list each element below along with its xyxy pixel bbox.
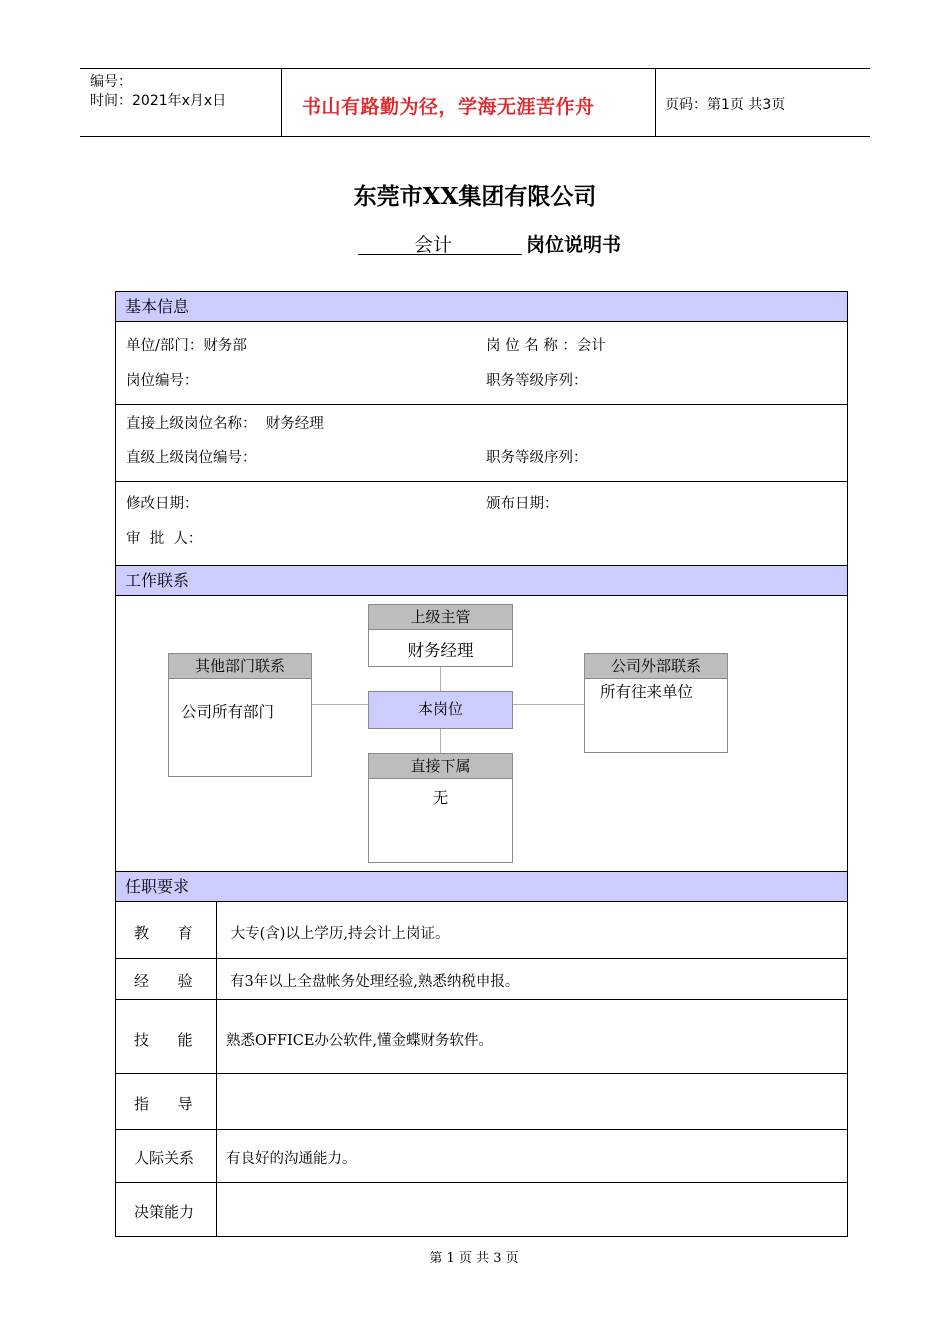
external-contacts-box-header: 公司外部联系 [584, 653, 728, 679]
external-contacts-value: 所有往来单位 [600, 683, 694, 701]
position-title-field: 岗 位 名 称 ：会计 [486, 338, 606, 354]
other-dept-value: 公司所有部门 [181, 703, 275, 721]
connector-down [440, 728, 441, 754]
approver-field: 审 批 人： [126, 531, 203, 547]
req-label-education: 教 育 [134, 924, 193, 942]
req-label-guidance: 指 导 [134, 1095, 193, 1113]
row-divider [115, 1182, 848, 1183]
section-basic-info-header: 基本信息 [115, 291, 848, 322]
section-requirements-header: 任职要求 [115, 871, 848, 902]
this-position-box: 本岗位 [368, 691, 513, 729]
company-title: 东莞市XX集团有限公司 [353, 183, 597, 210]
header-motto: 书山有路勤为径，学海无涯苦作舟 [302, 96, 595, 118]
position-code-field: 岗位编号： [126, 373, 199, 389]
row-divider [115, 958, 848, 959]
section-work-contacts-header: 工作联系 [115, 565, 848, 596]
page-footer: 第 1 页 共 3 页 [429, 1251, 519, 1266]
header-divider-left [281, 68, 282, 136]
req-value-education: 大专(含)以上学历,持会计上岗证。 [226, 926, 450, 942]
req-value-interpersonal: 有良好的沟通能力。 [226, 1151, 357, 1167]
subordinate-box-header: 直接下属 [368, 753, 513, 779]
page-counter: 页码：第1页 共3页 [665, 97, 786, 113]
row-divider [115, 481, 848, 482]
subordinate-value: 无 [432, 789, 449, 807]
header-top-rule [80, 68, 870, 69]
req-value-skills: 熟悉OFFICE办公软件,懂金蝶财务软件。 [226, 1033, 494, 1049]
document-number-label: 编号： [90, 74, 132, 90]
req-label-experience: 经 验 [134, 972, 193, 990]
superior-box-header: 上级主管 [368, 604, 513, 630]
req-value-experience: 有3年以上全盘帐务处理经验,熟悉纳税申报。 [230, 974, 520, 990]
connector-right [512, 704, 585, 705]
doc-type-title: 岗位说明书 [526, 234, 622, 256]
row-divider [115, 999, 848, 1000]
superior-value: 财务经理 [407, 641, 474, 660]
req-label-skills: 技 能 [134, 1031, 193, 1049]
document-time-label: 时间：2021年x月x日 [90, 93, 227, 109]
grade-sequence-field: 职务等级序列： [486, 373, 588, 389]
connector-left [311, 704, 369, 705]
unit-dept-field: 单位/部门：财务部 [126, 338, 247, 354]
req-label-interpersonal: 人际关系 [134, 1149, 195, 1167]
supervisor-position-field: 直接上级岗位名称： 财务经理 [126, 416, 324, 432]
connector-up [440, 666, 441, 692]
req-label-decision: 决策能力 [134, 1203, 195, 1221]
issue-date-field: 颁布日期： [486, 496, 559, 512]
revise-date-field: 修改日期： [126, 496, 199, 512]
header-divider-right [655, 68, 656, 136]
requirements-column-divider [216, 902, 217, 1237]
supervisor-grade-field: 职务等级序列： [486, 450, 588, 466]
other-dept-box-header: 其他部门联系 [168, 653, 312, 679]
header-bottom-rule [80, 136, 870, 137]
row-divider [115, 1129, 848, 1130]
row-divider [115, 404, 848, 405]
row-divider [115, 1073, 848, 1074]
position-name: 会计 [414, 234, 453, 256]
supervisor-code-field: 直级上级岗位编号： [126, 450, 257, 466]
